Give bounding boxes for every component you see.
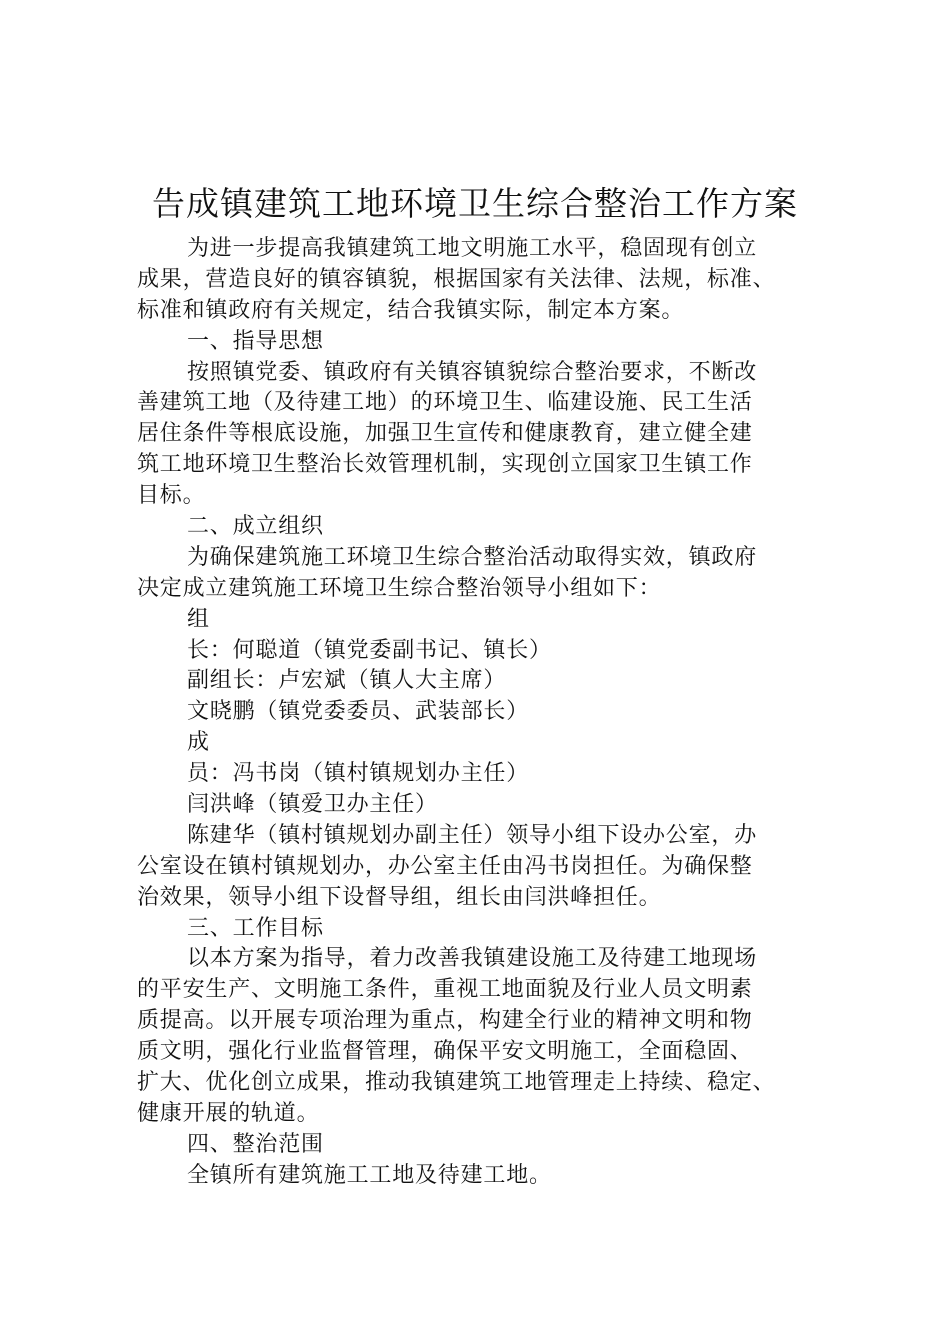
section-heading: 四、整治范围 (187, 1131, 324, 1157)
section-heading: 二、成立组织 (187, 514, 324, 540)
text-line: 目标。 (137, 483, 206, 509)
text-line: 的平安生产、文明施工条件，重视工地面貌及行业人员文明素 (137, 977, 753, 1003)
text-line: 筑工地环境卫生整治长效管理机制，实现创立国家卫生镇工作 (137, 452, 753, 478)
text-line: 员：冯书岗（镇村镇规划办主任） (187, 761, 530, 787)
text-line: 质文明，强化行业监督管理，确保平安文明施工，全面稳固、 (137, 1039, 753, 1065)
document-body (137, 234, 837, 1192)
text-line: 健康开展的轨道。 (137, 1100, 320, 1126)
text-line: 副组长：卢宏斌（镇人大主席） (187, 668, 507, 694)
text-line: 成果，营造良好的镇容镇貌，根据国家有关法律、法规，标准、 (137, 266, 776, 292)
text-line: 善建筑工地（及待建工地）的环境卫生、临建设施、民工生活 (137, 390, 753, 416)
section-heading: 三、工作目标 (187, 915, 324, 941)
text-line: 为确保建筑施工环境卫生综合整治活动取得实效，镇政府 (187, 544, 758, 570)
text-line: 全镇所有建筑施工工地及待建工地。 (187, 1162, 552, 1188)
text-line: 决定成立建筑施工环境卫生综合整治领导小组如下： (137, 575, 662, 601)
text-line: 公室设在镇村镇规划办，办公室主任由冯书岗担任。为确保整 (137, 853, 753, 879)
text-line: 以本方案为指导，着力改善我镇建设施工及待建工地现场 (187, 946, 758, 972)
text-line: 按照镇党委、镇政府有关镇容镇貌综合整治要求，不断改 (187, 359, 758, 385)
section-heading: 一、指导思想 (187, 328, 324, 354)
text-line: 居住条件等根底设施，加强卫生宣传和健康教育，建立健全建 (137, 421, 753, 447)
text-line: 闫洪峰（镇爱卫办主任） (187, 792, 438, 818)
text-line: 标准和镇政府有关规定，结合我镇实际，制定本方案。 (137, 297, 685, 323)
text-line: 成 (187, 730, 210, 756)
text-line: 组 (187, 606, 210, 632)
text-line: 陈建华（镇村镇规划办副主任）领导小组下设办公室，办 (187, 822, 758, 848)
text-line: 扩大、优化创立成果，推动我镇建筑工地管理走上持续、稳定、 (137, 1070, 776, 1096)
text-line: 长：何聪道（镇党委副书记、镇长） (187, 637, 552, 663)
text-line: 文晓鹏（镇党委委员、武装部长） (187, 699, 530, 725)
text-line: 治效果，领导小组下设督导组，组长由闫洪峰担任。 (137, 884, 662, 910)
text-line: 为进一步提高我镇建筑工地文明施工水平，稳固现有创立 (187, 236, 758, 261)
document-title: 告成镇建筑工地环境卫生综合整治工作方案 (152, 184, 798, 223)
text-line: 质提高。以开展专项治理为重点，构建全行业的精神文明和物 (137, 1008, 753, 1034)
